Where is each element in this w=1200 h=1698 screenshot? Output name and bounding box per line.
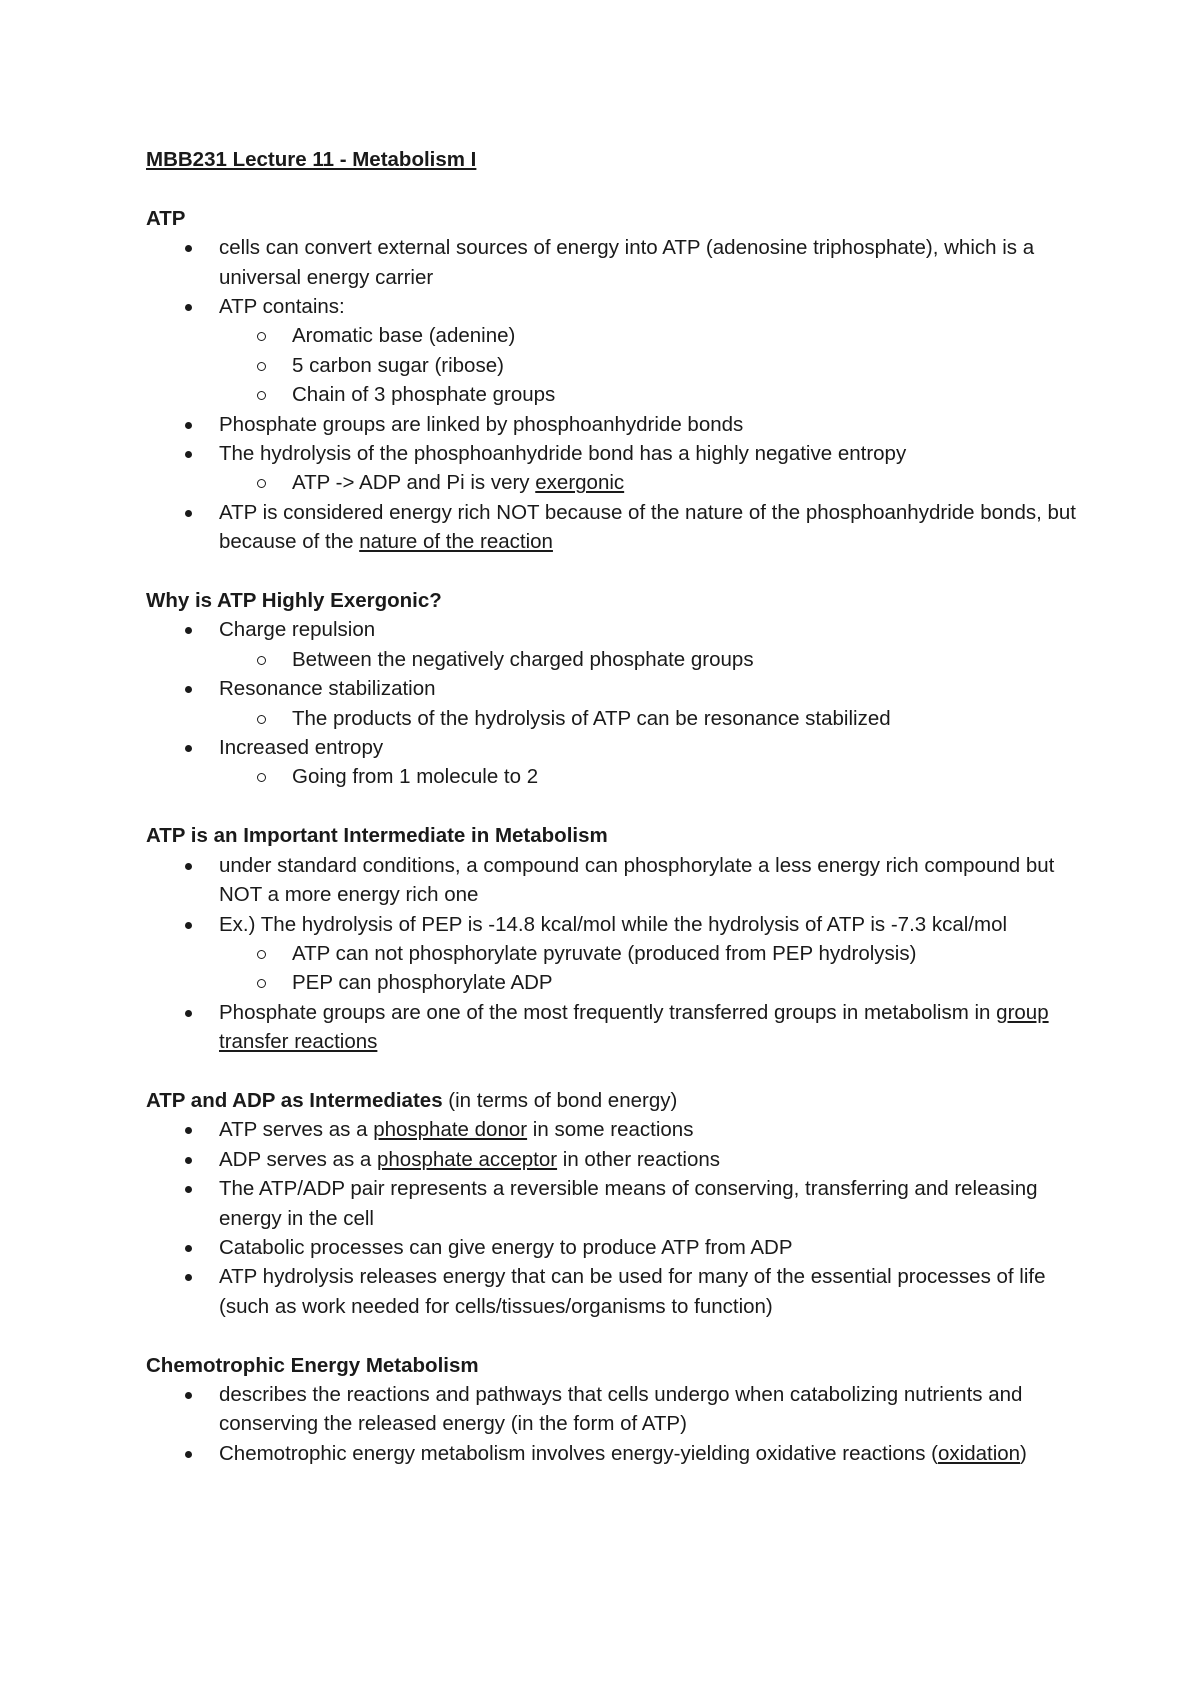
- list-item: [146, 1439, 1086, 1468]
- list-item: [146, 998, 1086, 1057]
- spacer: [146, 174, 1086, 203]
- text: ): [1020, 1441, 1027, 1465]
- section-heading-intermediate: ATP is an Important Intermediate in Metabolism: [146, 824, 608, 848]
- sub-list-item: The products of the hydrolysis of ATP can be resonance stabilized: [146, 704, 1086, 733]
- sub-list-item: [146, 468, 1086, 497]
- sub-list-item: 5 carbon sugar (ribose): [146, 351, 1086, 380]
- underlined-term: group transfer reactions: [219, 1000, 1049, 1054]
- underlined-term: nature of the reaction: [359, 530, 553, 554]
- text: ADP serves as a: [219, 1147, 377, 1171]
- sub-list-item: Aromatic base (adenine): [146, 321, 1086, 350]
- list-item: [146, 1115, 1086, 1144]
- underlined-term: phosphate donor: [373, 1118, 528, 1142]
- underlined-term: oxidation: [937, 1441, 1021, 1465]
- list-item: cells can convert external sources of energy into ATP (adenosine triphosphate), which is a universal energy carrier: [146, 233, 1086, 292]
- why-bullet-list: [146, 615, 1086, 791]
- document-body: [146, 145, 1086, 1468]
- intermediate-bullet-list: [146, 851, 1086, 1057]
- section-heading-why-exergonic: Why is ATP Highly Exergonic?: [146, 589, 442, 613]
- section-heading-atp-adp: [146, 1086, 1086, 1115]
- spacer: [146, 1321, 1086, 1350]
- sub-list-item: Chain of 3 phosphate groups: [146, 380, 1086, 409]
- text: in some reactions: [527, 1118, 694, 1142]
- list-item: Catabolic processes can give energy to produce ATP from ADP: [146, 1233, 1086, 1262]
- sub-list-item: ATP can not phosphorylate pyruvate (produced from PEP hydrolysis): [146, 939, 1086, 968]
- atp-adp-bullet-list: [146, 1115, 1086, 1321]
- list-item: Charge repulsion: [146, 615, 1086, 644]
- section-heading-chemotrophic: Chemotrophic Energy Metabolism: [146, 1353, 479, 1377]
- list-item: Ex.) The hydrolysis of PEP is -14.8 kcal/mol while the hydrolysis of ATP is -7.3 kcal/mol: [146, 910, 1086, 939]
- list-item: [146, 1145, 1086, 1174]
- document-title: MBB231 Lecture 11 - Metabolism I: [146, 148, 477, 171]
- section-heading-atp: ATP: [146, 206, 186, 230]
- text: in other reactions: [557, 1147, 721, 1171]
- sub-list-item: Going from 1 molecule to 2: [146, 762, 1086, 791]
- sub-list-item: PEP can phosphorylate ADP: [146, 968, 1086, 997]
- heading-note: (in terms of bond energy): [442, 1088, 678, 1112]
- text: ATP is considered energy rich NOT because of the nature of the phosphoanhydride bonds, but because of the: [219, 500, 1076, 554]
- list-item: ATP hydrolysis releases energy that can be used for many of the essential processes of life (such as work needed for cells/tissues/organisms to function): [146, 1262, 1086, 1321]
- chemotrophic-bullet-list: [146, 1380, 1086, 1468]
- list-item: describes the reactions and pathways that cells undergo when catabolizing nutrients and conserving the released energy (in the form of ATP): [146, 1380, 1086, 1439]
- list-item: Resonance stabilization: [146, 674, 1086, 703]
- heading-bold: ATP and ADP as Intermediates: [146, 1088, 443, 1112]
- text: ATP -> ADP and Pi is very: [292, 471, 536, 495]
- underlined-term: exergonic: [535, 471, 625, 495]
- underlined-term: phosphate acceptor: [377, 1147, 558, 1171]
- atp-bullet-list: [146, 233, 1086, 556]
- text: ATP serves as a: [219, 1118, 374, 1142]
- list-item: Phosphate groups are linked by phosphoanhydride bonds: [146, 410, 1086, 439]
- list-item: Increased entropy: [146, 733, 1086, 762]
- list-item: [146, 498, 1086, 557]
- spacer: [146, 557, 1086, 586]
- list-item: under standard conditions, a compound can phosphorylate a less energy rich compound but NOT a more energy rich one: [146, 851, 1086, 910]
- list-item: The hydrolysis of the phosphoanhydride bond has a highly negative entropy: [146, 439, 1086, 468]
- list-item: ATP contains:: [146, 292, 1086, 321]
- text: Phosphate groups are one of the most frequently transferred groups in metabolism in: [219, 1000, 997, 1024]
- list-item: The ATP/ADP pair represents a reversible means of conserving, transferring and releasing energy in the cell: [146, 1174, 1086, 1233]
- text: Chemotrophic energy metabolism involves energy-yielding oxidative reactions (: [219, 1441, 938, 1465]
- spacer: [146, 792, 1086, 821]
- sub-list-item: Between the negatively charged phosphate groups: [146, 645, 1086, 674]
- spacer: [146, 1057, 1086, 1086]
